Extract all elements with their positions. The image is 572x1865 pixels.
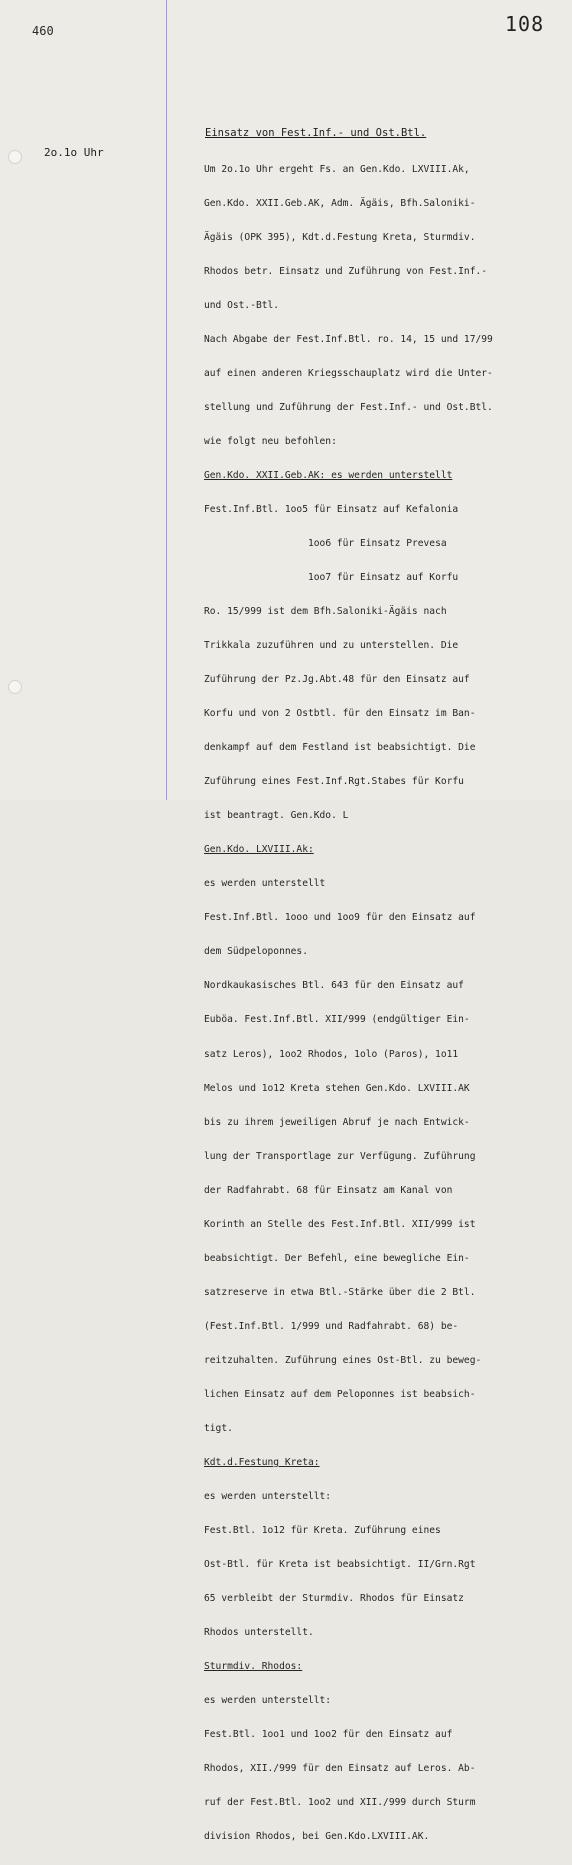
text-line: satz Leros), 1oo2 Rhodos, 1olo (Paros), 1o11 xyxy=(204,1048,459,1060)
punch-hole xyxy=(8,150,22,164)
text-line: (Fest.Inf.Btl. 1/999 und Radfahrabt. 68) be- xyxy=(204,1320,459,1332)
text-line: beabsichtigt. Der Befehl, eine bewegliche Ein- xyxy=(204,1252,470,1264)
text-line: 1oo7 für Einsatz auf Korfu xyxy=(308,572,459,584)
text-line: Um 2o.1o Uhr ergeht Fs. an Gen.Kdo. LXVIII.Ak, xyxy=(204,163,470,175)
text-line: 65 verbleibt der Sturmdiv. Rhodos für Einsatz xyxy=(204,1593,464,1604)
text-line: ruf der Fest.Btl. 1oo2 und XII./999 durch Sturm xyxy=(204,1797,476,1809)
text-line: lung der Transportlage zur Verfügung. Zuführung xyxy=(204,1150,476,1162)
text-line: es werden unterstellt: xyxy=(204,1490,332,1502)
text-line-subheading: Kdt.d.Festung Kreta: xyxy=(204,1456,320,1468)
text-line-subheading: Sturmdiv. Rhodos: xyxy=(204,1661,303,1673)
text-line: Korinth an Stelle des Fest.Inf.Btl. XII/999 ist xyxy=(204,1218,476,1230)
folio-number-left: 460 xyxy=(32,24,54,38)
text-line: reitzuhalten. Zuführung eines Ost-Btl. zu beweg- xyxy=(204,1354,482,1366)
text-line: bis zu ihrem jeweiligen Abruf je nach Entwick- xyxy=(204,1116,470,1128)
text-line: Rhodos, XII./999 für den Einsatz auf Leros. Ab- xyxy=(204,1763,476,1775)
report-body xyxy=(204,141,556,1865)
text-line: Rhodos unterstellt. xyxy=(204,1627,314,1639)
text-line: es werden unterstellt xyxy=(204,878,326,890)
text-line: Fest.Btl. 1o12 für Kreta. Zuführung eines xyxy=(204,1524,441,1536)
margin-rule xyxy=(166,0,167,800)
text-line: Fest.Inf.Btl. 1oo5 für Einsatz auf Kefalonia xyxy=(204,504,459,515)
text-line: Ägäis (OPK 395), Kdt.d.Festung Kreta, Sturmdiv. xyxy=(204,231,476,243)
text-line: tigt. xyxy=(204,1422,233,1434)
text-line: Euböa. Fest.Inf.Btl. XII/999 (endgültiger Ein- xyxy=(204,1014,470,1026)
text-line-subheading: Gen.Kdo. LXVIII.Ak: xyxy=(204,844,314,856)
text-line: 1oo6 für Einsatz Prevesa xyxy=(308,538,447,550)
text-line: Ost-Btl. für Kreta ist beabsichtigt. II/Grn.Rgt xyxy=(204,1558,476,1570)
text-line: ist beantragt. Gen.Kdo. L xyxy=(204,810,349,822)
text-line: Zuführung eines Fest.Inf.Rgt.Stabes für Korfu xyxy=(204,776,464,788)
folio-number-right: 108 xyxy=(505,12,545,36)
text-line: Trikkala zuzuführen und zu unterstellen. Die xyxy=(204,640,459,652)
text-line: Gen.Kdo. XXII.Geb.AK, Adm. Ägäis, Bfh.Saloniki- xyxy=(204,197,476,209)
text-line: Nach Abgabe der Fest.Inf.Btl. ro. 14, 15 und 17/99 xyxy=(204,333,493,345)
margin-time-note: 2o.1o Uhr xyxy=(44,146,104,159)
text-line: Nordkaukasisches Btl. 643 für den Einsatz auf xyxy=(204,980,464,992)
text-line: dem Südpeloponnes. xyxy=(204,946,308,958)
text-line: division Rhodos, bei Gen.Kdo.LXVIII.AK. xyxy=(204,1831,430,1843)
text-line: Korfu und von 2 Ostbtl. für den Einsatz im Ban- xyxy=(204,708,476,720)
text-line: wie folgt neu befohlen: xyxy=(204,435,337,447)
text-line: Ro. 15/999 ist dem Bfh.Saloniki-Ägäis nach xyxy=(204,606,447,618)
text-line: Zuführung der Pz.Jg.Abt.48 für den Einsatz auf xyxy=(204,674,470,686)
text-line: der Radfahrabt. 68 für Einsatz am Kanal von xyxy=(204,1184,453,1196)
text-line: Rhodos betr. Einsatz und Zuführung von Fest.Inf.- xyxy=(204,265,488,277)
text-line: Melos und 1o12 Kreta stehen Gen.Kdo. LXVIII.AK xyxy=(204,1082,470,1094)
text-line: lichen Einsatz auf dem Peloponnes ist beabsich- xyxy=(204,1388,476,1400)
text-line: denkampf auf dem Festland ist beabsichtigt. Die xyxy=(204,742,476,754)
text-line: Fest.Inf.Btl. 1ooo und 1oo9 für den Einsatz auf xyxy=(204,912,476,924)
text-line: es werden unterstellt: xyxy=(204,1695,332,1707)
punch-hole xyxy=(8,680,22,694)
text-line-subheading: Gen.Kdo. XXII.Geb.AK: es werden unterstellt xyxy=(204,469,453,481)
text-line: stellung und Zuführung der Fest.Inf.- und Ost.Btl. xyxy=(204,401,493,413)
text-line: Fest.Btl. 1oo1 und 1oo2 für den Einsatz auf xyxy=(204,1729,453,1741)
text-line: und Ost.-Btl. xyxy=(204,299,280,311)
section-heading: Einsatz von Fest.Inf.- und Ost.Btl. xyxy=(205,127,427,139)
text-line: auf einen anderen Kriegsschauplatz wird die Unter- xyxy=(204,367,493,379)
text-line: satzreserve in etwa Btl.-Stärke über die 2 Btl. xyxy=(204,1286,476,1298)
